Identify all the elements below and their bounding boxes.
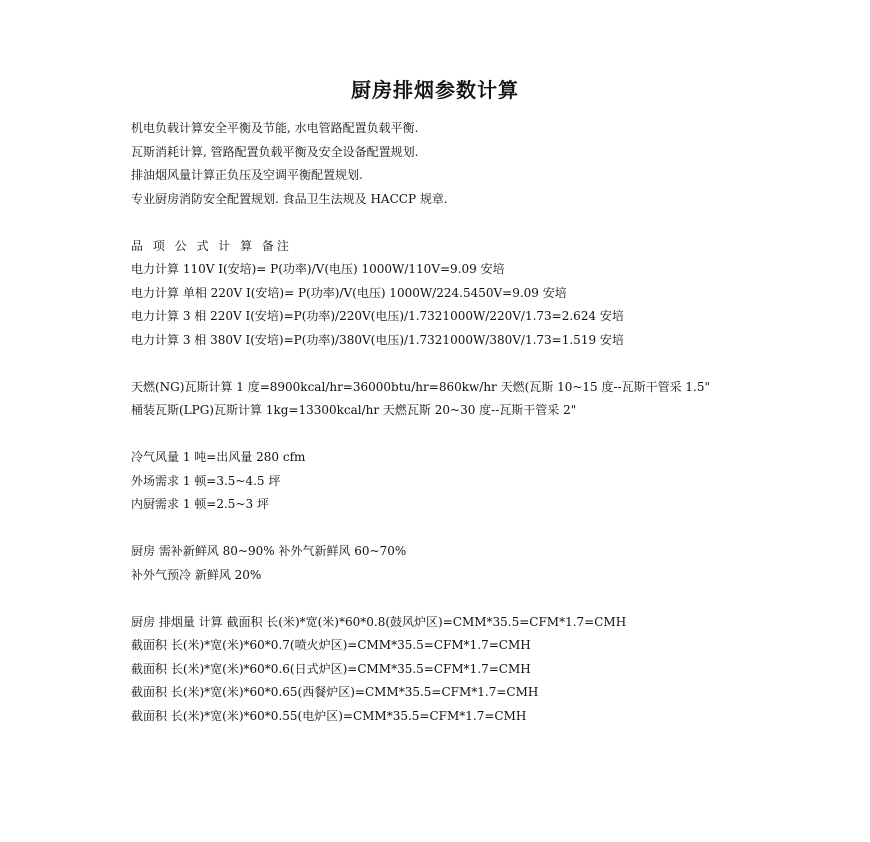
intro-line: 排油烟风量计算正负压及空调平衡配置规划. <box>131 168 363 182</box>
spacer <box>131 517 751 541</box>
spacer <box>131 587 751 611</box>
intro-line: 专业厨房消防安全配置规划. 食品卫生法规及 HACCP 规章. <box>131 191 448 206</box>
spacer <box>131 211 751 235</box>
cooling-line: 内厨需求 1 顿=2.5~3 坪 <box>131 497 269 511</box>
gas-calc-line: 天燃(NG)瓦斯计算 1 度=8900kcal/hr=36000btu/hr=860kw/hr 天燃(瓦斯 10~15 度--瓦斯干管采 1.5" <box>131 379 711 394</box>
page-title: 厨房排烟参数计算 <box>351 78 519 102</box>
exhaust-calc-line: 截面积 长(米)*宽(米)*60*0.55(电炉区)=CMM*35.5=CFM*1.7=CMH <box>131 708 527 723</box>
document-body <box>131 117 751 728</box>
spacer <box>131 423 751 447</box>
cooling-line: 外场需求 1 顿=3.5~4.5 坪 <box>131 473 281 488</box>
cooling-line: 冷气风量 1 吨=出风量 280 cfm <box>131 450 306 464</box>
intro-line: 瓦斯消耗计算, 管路配置负载平衡及安全设备配置规划. <box>131 144 419 159</box>
exhaust-calc-line: 截面积 长(米)*宽(米)*60*0.6(日式炉区)=CMM*35.5=CFM*1.7=CMH <box>131 661 531 676</box>
spacer <box>131 352 751 376</box>
fresh-air-line: 补外气预冷 新鲜风 20% <box>131 567 262 582</box>
exhaust-calc-line: 截面积 长(米)*宽(米)*60*0.65(西餐炉区)=CMM*35.5=CFM*1.7=CMH <box>131 685 539 699</box>
intro-line: 机电负载计算安全平衡及节能, 水电管路配置负载平衡. <box>131 121 419 135</box>
power-calc-line: 电力计算 单相 220V I(安培)= P(功率)/V(电压) 1000W/224.5450V=9.09 安培 <box>131 285 567 300</box>
power-calc-line: 电力计算 3 相 220V I(安培)=P(功率)/220V(电压)/1.7321000W/220V/1.73=2.624 安培 <box>131 309 624 323</box>
exhaust-calc-line: 截面积 长(米)*宽(米)*60*0.7(喷火炉区)=CMM*35.5=CFM*1.7=CMH <box>131 638 531 652</box>
power-calc-line: 电力计算 3 相 380V I(安培)=P(功率)/380V(电压)/1.7321000W/380V/1.73=1.519 安培 <box>131 332 624 347</box>
power-calc-line: 电力计算 110V I(安培)= P(功率)/V(电压) 1000W/110V=9.09 安培 <box>131 262 505 276</box>
exhaust-calc-line: 厨房 排烟量 计算 截面积 长(米)*宽(米)*60*0.8(鼓风炉区)=CMM*35.5=CFM*1.7=CMH <box>131 614 627 629</box>
fresh-air-line: 厨房 需补新鲜风 80~90% 补外气新鲜风 60~70% <box>131 544 407 558</box>
gas-calc-line: 桶装瓦斯(LPG)瓦斯计算 1kg=13300kcal/hr 天燃瓦斯 20~30 度--瓦斯干管采 2" <box>131 403 577 417</box>
table-header: 品 项 公 式 计 算 备注 <box>131 238 292 253</box>
